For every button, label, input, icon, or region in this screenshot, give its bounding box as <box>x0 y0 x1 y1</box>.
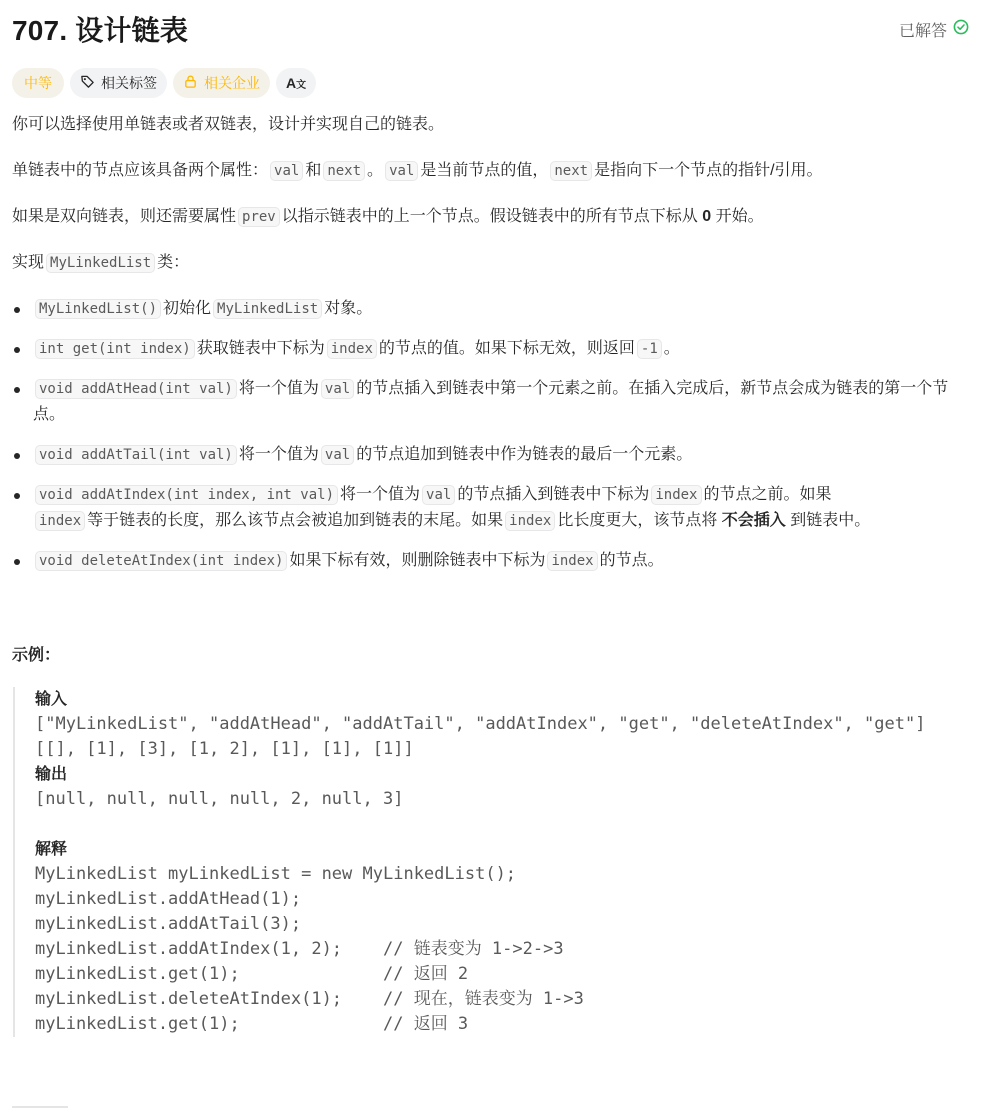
related-topics-button[interactable] <box>70 68 167 98</box>
code-line: myLinkedList.addAtIndex(1, 2); // 链表变为 1->2->3 <box>35 939 564 959</box>
output-label: 输出 <box>35 766 68 783</box>
tag-bar <box>12 68 971 98</box>
code-line: myLinkedList.get(1); // 返回 3 <box>35 1014 469 1034</box>
list-item: void deleteAtIndex(int index) 如果下标有效，则删除链表中下标为 index 的节点。 <box>12 548 971 574</box>
list-item: void addAtTail(int val) 将一个值为 val 的节点追加到链表中作为链表的最后一个元素。 <box>12 442 971 468</box>
code-line: myLinkedList.addAtTail(3); <box>35 914 302 934</box>
output-line: [null, null, null, null, 2, null, 3] <box>35 789 404 809</box>
intro-text: 你可以选择使用单链表或者双链表，设计并实现自己的链表。 <box>12 116 445 133</box>
problem-title[interactable]: 707. 设计链表 <box>12 15 189 46</box>
paragraph-node-attributes: 单链表中的节点应该具备两个属性： val 和 next 。 val 是当前节点的值， next 是指向下一个节点的指针/引用。 <box>12 162 823 179</box>
spacer <box>35 812 971 837</box>
problem-description <box>12 112 971 574</box>
paragraph-double-list: 如果是双向链表，则还需要属性 prev 以指示链表中的上一个节点。假设链表中的所有节点下标从 0 开始。 <box>12 208 764 225</box>
translate-icon: A文 <box>286 75 307 91</box>
related-companies-label: 相关企业 <box>204 75 260 91</box>
example-heading: 示例： <box>12 647 61 664</box>
tag-icon <box>80 74 95 92</box>
translate-button[interactable] <box>276 68 316 98</box>
input-line-2: [[], [1], [3], [1, 2], [1], [1], [1]] <box>35 739 414 759</box>
list-item: MyLinkedList() 初始化 MyLinkedList 对象。 <box>12 296 971 322</box>
check-circle-icon <box>953 19 969 40</box>
divider <box>12 1106 68 1108</box>
solved-label: 已解答 <box>898 22 947 40</box>
list-item: void addAtIndex(int index, int val) 将一个值为 val 的节点插入到链表中下标为 index 的节点之前。如果 index 等于链表的长度，那么该节点会被追加到链表的末尾。如果 index 比长度更大，该节点将 不会插入 到链表中。 <box>12 482 971 534</box>
difficulty-badge: 中等 <box>12 68 64 98</box>
code-line: myLinkedList.addAtHead(1); <box>35 889 302 909</box>
code-line: myLinkedList.deleteAtIndex(1); // 现在，链表变为 1->3 <box>35 989 584 1009</box>
method-list <box>12 296 971 574</box>
paragraph-implement: 实现 MyLinkedList 类： <box>12 254 190 271</box>
lock-icon <box>183 74 198 92</box>
list-item: void addAtHead(int val) 将一个值为 val 的节点插入到链表中第一个元素之前。在插入完成后，新节点会成为链表的第一个节点。 <box>12 376 971 428</box>
code-line: MyLinkedList myLinkedList = new MyLinkedList(); <box>35 864 517 884</box>
example-block <box>13 687 971 1037</box>
code-line: myLinkedList.get(1); // 返回 2 <box>35 964 469 984</box>
input-line-1: ["MyLinkedList", "addAtHead", "addAtTail", "addAtIndex", "get", "deleteAtIndex", "get"] <box>35 714 926 734</box>
related-companies-button[interactable] <box>173 68 270 98</box>
title-row <box>12 0 971 58</box>
input-label: 输入 <box>35 691 68 708</box>
related-topics-label: 相关标签 <box>101 75 157 91</box>
explain-label: 解释 <box>35 841 68 858</box>
list-item: int get(int index) 获取链表中下标为 index 的节点的值。如果下标无效，则返回 -1 。 <box>12 336 971 362</box>
solved-status <box>899 18 969 41</box>
